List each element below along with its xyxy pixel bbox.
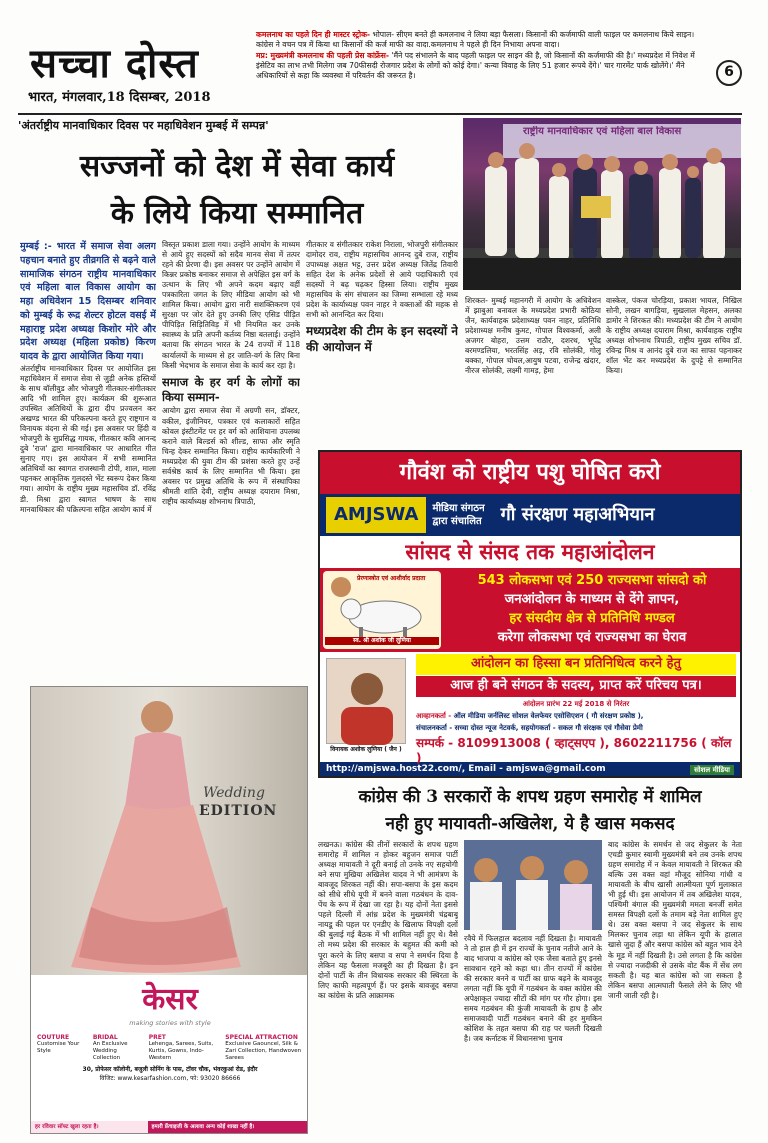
kesar-edition: EDITION	[199, 803, 278, 819]
story1-col2-body: विस्तृत प्रकाश डाला गया। उन्होंने आयोग के माध्यम से आये हुए सदस्यों को सदैव मानव सेवा में तत्पर रहने की प्रेरणा दी। इस अवसर पर उन्होंने आयोग में किन्नर प्रकोष्ठ बनाकर समाज से अपेक्षित इस वर्ग के उत्थान के लिए भी अपने कदम बढ़ाए वहीं पत्रकारिता जगत के लिए मीडिया आयोग को भी शामिल किया। आयोग द्वारा नारी सशक्तिकरण एवं सुरक्षा पर जोर देते हुए उनकी लिए एसिड पीड़ित पीपिड़ित सिड़ितिविड़ में भी नियमित कर उनके स्वास्थ्य के प्रति अपनी कर्तव्य निष्ठा बतलाई। उन्होंने बताया कि संगठन भारत के 24 राज्यों में 118 कार्यालयों के माध्यम से हर जाति-वर्ग के लिए बिना किसी भेदभाव के समाज सेवा के कार्य कर रहा है।	[162, 240, 300, 370]
ad-org-sub	[432, 502, 484, 528]
kesar-cat-heading: BRIDAL	[92, 1033, 118, 1041]
kesar-footer-left: हर रविवार सॉफ्ट खुला रहता है।	[31, 1121, 148, 1134]
politicians-illustration	[464, 840, 602, 930]
kesar-tagline: making stories with style	[129, 1019, 211, 1028]
brief-title: कमलनाथ का पहले दिन ही मास्टर स्ट्रोक-	[256, 30, 371, 39]
masthead-dateline: भारत, मंगलवार,18 दिसम्बर, 2018	[28, 90, 211, 105]
story1-kicker: 'अंतर्राष्ट्रीय मानवाधिकार दिवस पर महाधिवेशन मुम्बई में सम्पन्न'	[18, 119, 269, 132]
kesar-cat	[149, 1034, 222, 1063]
story1-headline-line1: सज्जनों को देश में सेवा कार्य	[79, 149, 395, 184]
kesar-cat-text: An Exclusive Wedding Collection	[92, 1041, 128, 1062]
ad-org-sub1: मीडिया संगठन	[432, 503, 485, 514]
kesar-footer	[31, 1121, 308, 1134]
kesar-cat-text: Lehenga, Sarees, Suits, Kurtis, Gowns, Indo-Western	[148, 1041, 214, 1062]
ad-org-sub2: द्वारा संचालित	[432, 516, 482, 527]
story2-column-1	[318, 840, 458, 1138]
kesar-cat-text: Customise Your Style	[37, 1041, 80, 1055]
kesar-cat	[37, 1034, 89, 1063]
ad-body-white	[320, 652, 740, 766]
model-illustration	[31, 687, 308, 975]
story1-column-4	[465, 296, 601, 446]
story1-col2-body2: आयोग द्वारा समाज सेवा में अग्रणी सन, डॉक्टर, वकील, इंजीनियर, पत्रकार एवं कलाकारों सहित कोवल इंस्टीटमेंट पर हर वर्ग को आशियाना उपलब्ध कराने वाले बिल्डर्स को शील्ड, साफा और स्मृति चिन्ह देकर सम्मानित किया। राष्ट्रीय कार्यकारिणी ने मध्यप्रदेश की युवा टीम की प्रशंसा करते हुए उन्हें सर्वश्रेष्ठ कार्य के लिए सम्मानित भी किया। इस अवसर पर प्रमुख अतिथि के रूप में संस्थापिका श्रीमती शांति देवी, राष्ट्रीय अध्यक्ष दयाराम मिश्रा, राष्ट्रीय कार्याध्यक्ष शोभनाथ त्रिपाठी,	[162, 406, 300, 506]
ad-org-name: AMJSWA	[326, 497, 426, 532]
ad-org-strip	[320, 494, 740, 536]
story1-col3-body: गीतकार व संगीतकार राकेश निराला, भोजपुरी संगीतकार दामोदर राव, राष्ट्रीय महासचिव आनन्द दुबे राज, राष्ट्रीय उपाध्यक्ष अक्षत भट्ट, उत्तर प्रदेश अध्यक्ष जितेंद्र तिवारी सहित देश के अनेक प्रदेशों से आये पदाधिकारी एवं सदस्यों ने बढ़ चढ़कर हिस्सा लिया। राष्ट्रीय मुख्य महासचिव के संग संचालन का जिम्मा सम्भाला रहे मध्य प्रदेश के कार्याध्यक्ष पवन नाहर ने वक्ताओं की महक से सभी को आनन्दित कर दिया।	[306, 240, 458, 320]
story2-headline	[318, 784, 742, 838]
event-photo	[463, 118, 741, 290]
story1-col5-body: वास्केल, पंकज चोरड़िया, प्रकाश भायल, निखिल सोनी, लखन बागड़िया, सुखलाल मेहसन, अलका डामोर ने शिरकत की। मध्यप्रदेश की टीम ने आयोग के राष्ट्रीय अध्यक्ष दयाराम मिश्रा, कार्यवाहक राष्ट्रीय अध्यक्ष शोभनाथ त्रिपाठी, राष्ट्रीय मुख्य सचिव डॉ. रविन्द्र मिश्र व आनंद दुबे राज का साफा पहनाकर शॉल भेंट कर मध्यप्रदेश के दुपट्टे से सम्मानित किया।	[606, 296, 742, 376]
kesar-cat-heading: COUTURE	[37, 1033, 70, 1041]
story1-column-1	[20, 240, 156, 680]
event-photo-illustration	[463, 118, 741, 290]
kesar-contact: विजिट: www.kesarfashion.com, फो: 93020 86666	[99, 1075, 241, 1083]
brief-1	[256, 30, 712, 51]
kesar-model-photo	[31, 687, 308, 975]
social-icons: सोशल मीडिया	[690, 765, 734, 776]
kesar-ad	[30, 686, 308, 1134]
story2-headline-line1: कांग्रेस की 3 सरकारों के शपथ ग्रहण समारोह में शामिल	[358, 787, 702, 807]
ad-caller-label: आव्हानकर्ता -	[416, 712, 452, 720]
story2-column-2	[464, 934, 602, 1138]
ad-emblem	[323, 571, 441, 649]
kesar-address: 30, प्रोफेसर कॉलोनी, बजुली सोनिंग के पास, टॉवर चौक, भंवरकुआं रोड, इंदौर	[82, 1066, 258, 1074]
ad-title: गौवंश को राष्ट्रीय पशु घोषित करो	[320, 452, 740, 494]
ad-contact-label: सम्पर्क -	[416, 736, 454, 750]
kesar-brand: केसर	[142, 982, 198, 1017]
story1-headline-line2: के लिये किया सम्मानित	[110, 195, 364, 231]
ad-line4: करेगा लोकसभा एवं राज्यसभा का घेराव	[497, 629, 687, 645]
politicians-photo	[464, 840, 602, 930]
brief-text: भोपाल- सीएम बनते ही कमलनाथ ने लिया बड़ा फैसला। किसानों की कर्जमाफी वाली फाइल पर कमलनाथ किये साइन। कांग्रेस ने वचन पत्र में किया था किसानों की कर्ज माफी का वादा.कमलनाथ ने पहले ही दिन निभाया अपना वादा।	[256, 30, 695, 50]
person-icon	[327, 659, 407, 745]
story1-col1-body: अंतर्राष्ट्रीय मानवाधिकार दिवस पर आयोजित इस महाधिवेशन में समाज सेवा से जुड़ी अनेक हस्तियों के साथ बॉलीवुड और भोजपुरी गीतकार-संगीतकार आदि भी शामिल हुए। कार्यक्रम की शुरूआत उपस्थित अतिथियों के द्वारा दीप प्रज्वलन कर अखण्ड भारत की परिकल्पना करते हुए राष्ट्रगान व विनायक वंदना से की गई। इस अवसर पर हिंदी व भोजपुरी के सुप्रसिद्ध गायक, गीतकार कवि आनन्द दुबे 'राज' द्वारा मानवाधिकार पर आधारित गीत सुनाए गए। इस आयोजन में सभी सम्मानित अतिथियों का स्वागत राजस्थानी टोपी, शाल, माला पहनकर आकृतिक गुलदस्ते भेंट स्वरूप देकर किया गया। आयोग के राष्ट्रीय मुख्य महासचिव डॉ. रविंद्र डी. मिश्रा द्वारा स्वागत भाषण के साथ मानवाधिकार की पक्रिल्पना सहित आयोग कार्य में	[20, 363, 156, 514]
ad-appeal	[444, 568, 740, 652]
ad-line1: 543 लोकसभा एवं 250 राज्यसभा सांसदो को	[477, 573, 707, 588]
ad-caller-text: ऑल मीडिया जर्नलिस्ट सोशल वेलफेयर एसोसिएशन ( गौ संरक्षण प्रकोष्ठ ),	[453, 712, 644, 720]
story1-column-5	[606, 296, 742, 446]
story2-headline-line2: नही हुए मायावती-अखिलेश, ये है खास मकसद	[385, 814, 675, 835]
story1-col3-subhead: मध्यप्रदेश की टीम के इन सदस्यों ने की आयोजन में	[306, 324, 458, 354]
story2-column-3	[608, 840, 742, 1138]
story1-column-2	[162, 240, 300, 680]
story1-col2-subhead: समाज के हर वर्ग के लोगों का किया सम्मान-	[162, 374, 300, 404]
amjswa-ad	[318, 450, 742, 778]
brief-2	[256, 51, 712, 82]
story1-lead: मुम्बई :- भारत में समाज सेवा अलग पहचान बनाते हुए तीव्रगति से बढ़ने वाले सामाजिक संगठन राष्ट्रीय मानवाधिकार एवं महिला बाल विकास आयोग का महा अधिवेशन 15 दिसम्बर शनिवार को मुम्बई के रूद्र शेल्टर होटल वसई में महाराष्ट्र प्रदेश अध्यक्ष किशोर मोरे और प्रदेश अध्यक्ष (महिला प्रकोष्ठ) किरण यादव के द्वारा आयोजित किया गया।	[20, 241, 156, 363]
kesar-cat-heading: SPECIAL ATTRACTION	[225, 1033, 298, 1041]
ad-cta2: आज ही बने संगठन के सदस्य, प्राप्त करें परिचय पत्र।	[416, 676, 736, 697]
ad-campaign: गौ संरक्षण महाअभियान	[500, 504, 655, 526]
photo-backdrop-text: राष्ट्रीय मानवाधिकार एवं महिला बाल विकास	[523, 126, 682, 137]
kesar-categories	[31, 1028, 308, 1063]
ad-organizers: संचालनकर्ता - सच्चा दोस्त न्यूज नेटवर्क, सहयोगकर्ता - सकल गौ संरक्षक एवं गौसेवा प्रेमी	[416, 724, 643, 732]
story2-col3: बाद कांग्रेस के समर्थन से जद सेकुलर के नेता एचडी कुमार स्वामी मुख्यमंत्री बने तब उनके शपथ ग्रहण समारोह में न केवल मायावती ने शिरकत की बल्कि उस वक्त वहां मौजूद सोनिया गांधी व मायावती के बीच खासी आत्मीयता पूर्ण मुलाकात भी हुई थी। इस आयोजन में तब अखिलेश यादव, पश्चिमी बंगाल की मुख्यमंत्री ममता बनर्जी समेत समस्त विपक्षी दलों के तमाम बड़े नेता शामिल हुए थे। उस वक्त बसपा ने जद सेकुलर के साथ मिलकर चुनाव लड़ा था लेकिन यूपी के हालात खासे जुदा हैं और बसपा कांग्रेस को बहुत भाव देने के मूड में नहीं दिखती है। उसे लगता है कि कांग्रेस से ज्यादा नजदीकी से उसके वोट बैंक में सेंध लग सकती है। यह बात कांग्रेस को जा सकता है लेकिन बसपा आत्मघाती फैसले लेने के लिए भी जानी जाती रही है।	[608, 840, 742, 1000]
kesar-edition-script: Wedding	[203, 785, 265, 801]
ad-start-note: आंदोलन प्रारंभ 22 मई 2018 से निरंतर	[522, 700, 630, 708]
ad-contact	[416, 736, 736, 767]
ad-caller	[416, 712, 736, 721]
ad-person-name: विनायक अशोक लुणिया ( जैन )	[330, 746, 402, 753]
ad-footer-text: http://amjswa.host22.com/, Email - amjswa@gmail.com	[326, 764, 606, 775]
ad-cta1: आंदोलन का हिस्सा बन प्रतिनिधित्व करने हेतु	[416, 654, 736, 675]
news-briefs	[256, 30, 712, 82]
story1-column-3	[306, 240, 458, 445]
ad-person-photo	[326, 658, 406, 744]
page-number: 6	[716, 60, 742, 86]
ad-movement: सांसद से संसद तक महाआंदोलन	[320, 536, 740, 568]
ad-line2: जनआंदोलन के माध्यम से देंगे ज्ञापन,	[504, 591, 680, 607]
brief-title: मप्र: मुख्यमंत्री कमलनाथ की पहली प्रेस कांफ्रेंस-	[256, 50, 390, 60]
kesar-cat-text: Exclusive Gaouncel, Silk & Zari Collection, Handwoven Sarees	[225, 1041, 302, 1062]
ad-emblem-text: प्रेरणास्त्रोत एवं आशीर्वाद प्रदाता	[357, 575, 426, 582]
kesar-footer-right: हमारी फ्रेंचाइजी के अलावा अन्य कोई शाखा नहीं है।	[148, 1121, 309, 1134]
masthead-name: सच्चा दोस्त	[30, 40, 199, 87]
kesar-cat-heading: PRET	[148, 1033, 166, 1041]
story1-headline	[20, 144, 454, 237]
ad-line3: हर संसदीय क्षेत्र से प्रतिनिधि मण्डल	[509, 610, 675, 626]
story2-col2: रवैये में फिलहाल बदलाव नहीं दिखता है। मायावती ने तो हाल ही में इन राज्यों के चुनाव नतीजे आने के बाद भाजपा व कांग्रेस को एक जैसा बताते हुए इनसे सावधान रहने को कहा था। तीन राज्यों में कांग्रेस की सरकार बनने व पार्टी का ग्राफ बढ़ने के बावजूद लगता नहीं कि यूपी में गठबंधन के वक्त कांग्रेस की अपेक्षाकृत ज्यादा सीटों की मांग पर गौर होगा। इस समय गठबंधन की कुंजी मायावती के हाथ है और समाजवादी पार्टी गठबंधन बनाने की हर मुमकिन कोशिश के तहत बसपा की राह पर चलती दिखती है। जब कर्नाटक में विधानसभा चुनाव	[464, 934, 602, 1044]
ad-emblem-name: स्व. श्री अशोक जी लुणिया	[325, 637, 439, 645]
ad-body-red	[320, 568, 740, 652]
kesar-cat	[225, 1034, 303, 1063]
ad-contact-phones: 8109913008 ( व्हाट्सएप ), 8602211756 ( कॉल )	[416, 736, 732, 766]
kesar-cat	[93, 1034, 145, 1063]
story2-col1: लखनऊ। कांग्रेस की तीनों सरकारों के शपथ ग्रहण समारोह में शामिल न होकर बहुजन समाज पार्टी अध्यक्ष मायावती ने दूरी बनाई तो उनके नए सहयोगी बने सपा मुखिया अखिलेश यादव ने भी आमंत्रण के बावजूद शिरकत नहीं की। सपा-बसपा के इस कदम को सीधे सीधे यूपी में बनने वाला गठबंधन के दाव-पेंच के रूप में देखा जा रहा है। यह दोनों नेता इससे पहले दिल्ली में आंध्र प्रदेश के मुख्यमंत्री चंद्रबाबू नायडू की पहल पर एनडीए के खिलाफ विपक्षी दलों की बुलाई गई बैठक में भी शामिल नहीं हुए थे। वैसे तो मध्य प्रदेश की सरकार के बहुमत की कमी को पूरा करने के लिए बसपा व सपा ने समर्थन दिया है लेकिन यह फैसला मजबूरी का ही दिखता है। इन दोनों पार्टी के तीन विधायक सरकार की स्थिरता के लिए काफी महत्वपूर्ण हैं। पर इसके बावजूद बसपा का कांग्रेस के प्रति आक्रामक	[318, 840, 458, 1000]
kesar-info	[31, 975, 308, 1134]
masthead-rule	[18, 113, 742, 115]
brief-text: 'मैंने पद संभालने के बाद पहली फाइल पर साइन की है, जो किसानों की कर्जमाफी की है।' मध्यप्रदेश में निवेश में इंसेटिव का लाभ तभी मिलेगा जब 70फीसदी रोजगार प्रदेश के लोगों को कोई देगा।' कन्या विवाह के लिए 51 हजार रूपये देंगे।' चार गारमेंट पार्क खोलेंगे।' मैंने अधिकारियों से कहा कि व्यवस्था में परिवर्तन की जरूरत है।	[256, 50, 695, 81]
story1-col4-body: शिरकत- मुम्बई महानगरी में आयोग के अधिवेशन में झाबुआ बनावल के मध्यप्रदेश प्रभारी कोठिया जैन, कार्यवाहक प्रदेशाध्यक्ष पवन नाहर, प्रतिनिधि प्रदेशाध्यक्ष मनीष कुमट, गोपाल विश्वकर्मा, अली अजगर बोहरा, उत्तम राठौर, दशरथ, भूपेंद्र बरमण्डलिया, भरतसिंह अड़, रवि सोलंकी, गोलू बक्का, गोपाल चोयल,आयुष पटवा, राजेन्द्र खंदार, नीरज सोलंकी, लक्ष्मी गामड़, हेमा	[465, 296, 601, 376]
